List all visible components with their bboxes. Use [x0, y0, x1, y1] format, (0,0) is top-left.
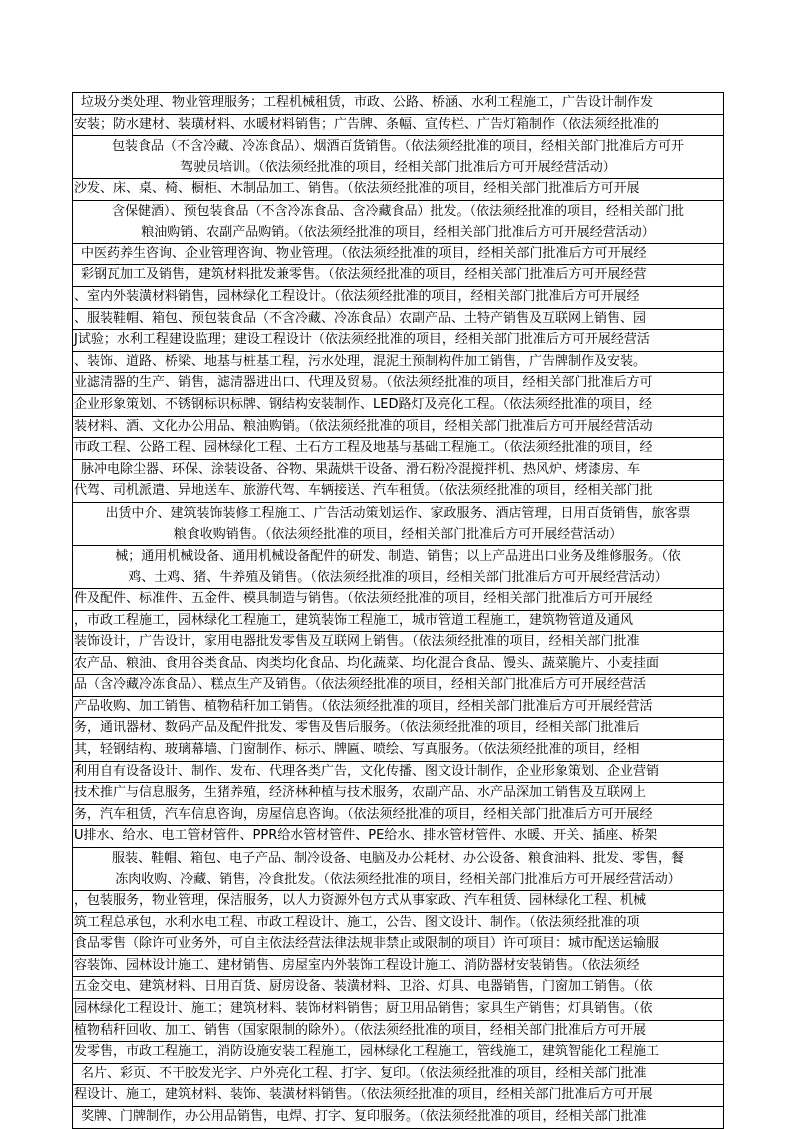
table-row: 农产品、粮油、食用谷类食品、肉类均化食品、均化蔬菜、均化混合食品、馒头、蔬菜脆片、小麦挂面	[73, 654, 723, 676]
row-text: 服装、鞋帽、箱包、电子产品、制冷设备、电脑及办公耗材、办公设备、粮食油料、批发、零售，餐	[111, 851, 684, 867]
table-row: 务，汽车租赁，汽车信息咨询，房屋信息咨询。（依法须经批准的项目，经相关部门批准后方可开展经	[73, 805, 723, 827]
table-row: 品（含冷藏冷冻食品）、糕点生产及销售。（依法须经批准的项目，经相关部门批准后方可开展经营活	[73, 675, 723, 697]
row-text: 粮油购销、农副产品购销。（依法须经批准的项目，经相关部门批准后方可开展经营活动）	[141, 224, 655, 240]
row-text: 出赁中介、建筑装饰装修工程施工、广告活动策划运作、家政服务、酒店管理，日用百货销售，旅客票	[105, 505, 691, 521]
table-row: ，市政工程施工，园林绿化工程施工，建筑装饰工程施工，城市管道工程施工，建筑物管道及通风	[73, 611, 723, 633]
table-row: 脉冲电除尘器、环保、涂装设备、谷物、果蔬烘干设备、滑石粉冷混搅拌机、热风炉、烤漆房、车	[73, 460, 723, 482]
table-row: 、室内外装潢材料销售，园林绿化工程设计。（依法须经批准的项目，经相关部门批准后方可开展经	[73, 287, 723, 309]
table-row	[73, 546, 723, 589]
table-row: 产品收购、加工销售、植物秸秆加工销售。（依法须经批准的项目，经相关部门批准后方可开展经营活	[73, 697, 723, 719]
row-text: 含保健酒）、预包装食品（不含冷冻食品、含冷藏食品）批发。（依法须经批准的项目，经相关部门批	[111, 203, 684, 219]
table-row: 、装饰、道路、桥梁、地基与桩基工程，污水处理，混泥土预制构件加工销售，广告牌制作及安装。	[73, 352, 723, 374]
table-row: J试验；水利工程建设监理；建设工程设计（依法须经批准的项目，经相关部门批准后方可开展经营活	[73, 330, 723, 352]
table-row: 名片、彩页、不干胶发光字、户外亮化工程、打字、复印。（依法须经批准的项目，经相关部门批准	[73, 1064, 723, 1086]
table-row: 容装饰、园林设计施工、建材销售、房屋室内外装饰工程设计施工、消防器材安装销售。（依法须经	[73, 956, 723, 978]
table-row: 沙发、床、桌、椅、橱柜、木制品加工、销售。（依法须经批准的项目，经相关部门批准后方可开展	[73, 179, 723, 201]
row-text: 械；通用机械设备、通用机械设备配件的研发、制造、销售；以上产品进出口业务及维修服务。（依	[115, 548, 681, 564]
table-row	[73, 201, 723, 244]
table-row: 企业形象策划、不锈钢标识标牌、钢结构安装制作、LED路灯及亮化工程。（依法须经批准的项目，经	[73, 395, 723, 417]
table-row: 食品零售（除许可业务外，可自主依法经营法律法规非禁止或限制的项目）许可项目：城市配送运输服	[73, 934, 723, 956]
table-row: 园林绿化工程设计、施工；建筑材料、装饰材料销售；厨卫用品销售；家具生产销售；灯具销售。（依	[73, 999, 723, 1021]
table-row: 、服装鞋帽、箱包、预包装食品（不含冷藏、冷冻食品）农副产品、土特产销售及互联网上销售、园	[73, 309, 723, 331]
table-row: 筑工程总承包，水利水电工程、市政工程设计、施工，公告、图文设计、制作。（依法须经批准的项	[73, 913, 723, 935]
table-row: 中医药养生咨询、企业管理咨询、物业管理。（依法须经批准的项目，经相关部门批准后方可开展经	[73, 244, 723, 266]
table-row: 植物秸秆回收、加工、销售（国家限制的除外）。（依法须经批准的项目，经相关部门批准后方可开展	[73, 1021, 723, 1043]
table-row	[73, 136, 723, 179]
table-row: 安装；防水建材、装璜材料、水暖材料销售；广告牌、条幅、宣传栏、广告灯箱制作（依法须经批准的	[73, 115, 723, 137]
row-text: 粮食收购销售。（依法须经批准的项目，经相关部门批准后方可开展经营活动）	[173, 526, 623, 542]
table-row: 垃圾分类处理、物业管理服务；工程机械租赁，市政、公路、桥涵、水利工程施工，广告设计制作发	[73, 93, 723, 115]
table-row: 其，轻钢结构、玻璃幕墙、门窗制作、标示、牌匾、喷绘、写真服务。（依法须经批准的项目，经相	[73, 740, 723, 762]
table-row: 奖牌、门牌制作，办公用品销售，电焊、打字、复印服务。（依法须经批准的项目，经相关部门批准	[73, 1107, 723, 1129]
business-scope-table	[72, 92, 724, 1129]
table-row: ，包装服务，物业管理，保洁服务，以人力资源外包方式从事家政、汽车租赁、园林绿化工程、机械	[73, 891, 723, 913]
row-text: 包装食品（不含冷藏、冷冻食品）、烟酒百货销售。（依法须经批准的项目，经相关部门批准后方可开	[111, 139, 684, 155]
table-row: 五金交电、建筑材料、日用百货、厨房设备、装潢材料、卫浴、灯具、电器销售，门窗加工销售。（依	[73, 977, 723, 999]
table-row: U排水、给水、电工管材管件、PPR给水管材管件、PE给水、排水管材管件、水暖、开关、插座、桥架	[73, 826, 723, 848]
table-row: 业滤清器的生产、销售，滤清器进出口、代理及贸易。（依法须经批准的项目，经相关部门批准后方可	[73, 373, 723, 395]
row-text: 驾驶员培训。（依法须经批准的项目，经相关部门批准后方可开展经营活动）	[180, 160, 616, 176]
row-text: 鸡、土鸡、猪、牛养殖及销售。（依法须经批准的项目，经相关部门批准后方可开展经营活动）	[128, 569, 668, 585]
table-row: 市政工程、公路工程、园林绿化工程、土石方工程及地基与基础工程施工。（依法须经批准的项目，经	[73, 438, 723, 460]
table-row: 件及配件、标准件、五金件、模具制造与销售。（依法须经批准的项目，经相关部门批准后方可开展经	[73, 589, 723, 611]
row-text: 冻肉收购、冷藏、销售，冷食批发。（依法须经批准的项目，经相关部门批准后方可开展经营活动）	[115, 872, 681, 888]
table-row: 务，通讯器材、数码产品及配件批发、零售及售后服务。（依法须经批准的项目，经相关部门批准后	[73, 718, 723, 740]
table-row	[73, 503, 723, 546]
table-row: 技术推广与信息服务，生猪养殖，经济林种植与技术服务，农副产品、水产品深加工销售及互联网上	[73, 783, 723, 805]
table-row: 彩钢瓦加工及销售，建筑材料批发兼零售。（依法须经批准的项目，经相关部门批准后方可开展经营	[73, 265, 723, 287]
table-row: 发零售，市政工程施工，消防设施安装工程施工，园林绿化工程施工，管线施工，建筑智能化工程施工	[73, 1042, 723, 1064]
table-row: 装饰设计，广告设计，家用电器批发零售及互联网上销售。（依法须经批准的项目，经相关部门批准	[73, 632, 723, 654]
table-row: 代驾、司机派遣、异地送车、旅游代驾、车辆接送、汽车租赁。（依法须经批准的项目，经相关部门批	[73, 481, 723, 503]
table-row: 程设计、施工，建筑材料、装饰、装潢材料销售。（依法须经批准的项目，经相关部门批准后方可开展	[73, 1085, 723, 1107]
table-row: 装材料、酒、文化办公用品、粮油购销。（依法须经批准的项目，经相关部门批准后方可开展经营活动	[73, 417, 723, 439]
table-row	[73, 848, 723, 891]
table-row: 利用自有设备设计、制作、发布、代理各类广告，文化传播、图文设计制作，企业形象策划、企业营销	[73, 762, 723, 784]
